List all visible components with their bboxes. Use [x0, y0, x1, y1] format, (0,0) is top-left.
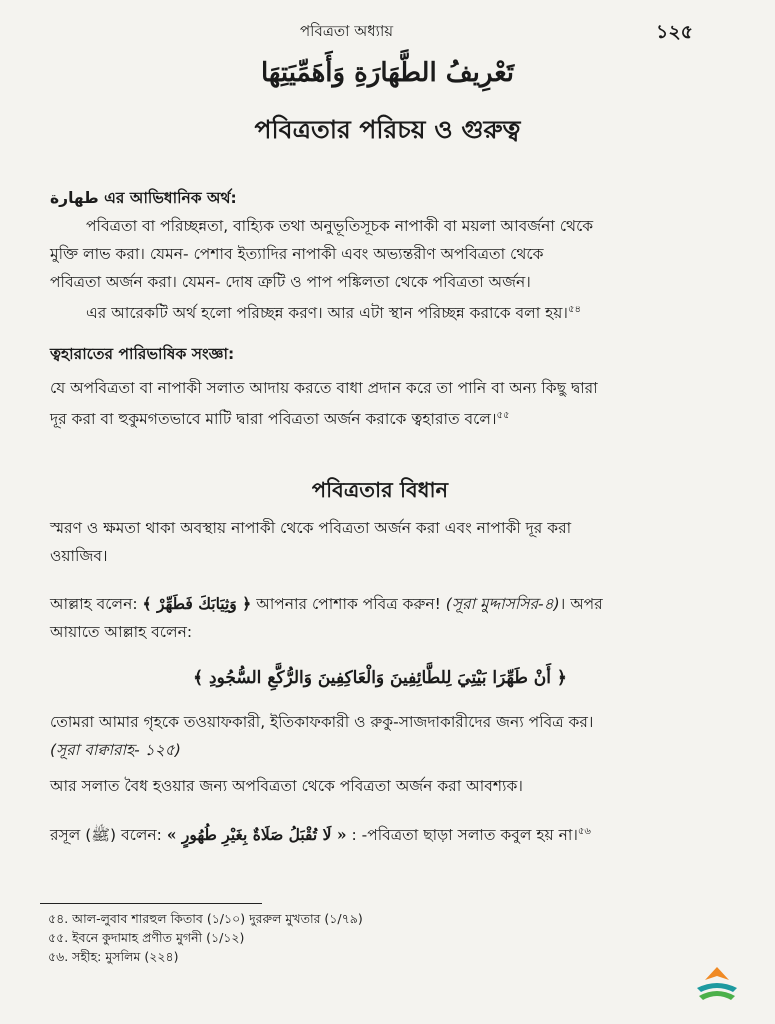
- salat-line: আর সলাত বৈধ হওয়ার জন্য অপবিত্রতা থেকে পবিত্রতা অর্জন করা আবশ্যক।: [50, 777, 523, 795]
- technical-heading: ত্বহারাতের পারিভাষিক সংজ্ঞা:: [50, 345, 235, 363]
- hadith-line: [50, 818, 710, 849]
- footnote-ref-56[interactable]: ৫৬: [577, 826, 591, 837]
- lexical-line-1: পবিত্রতা বা পরিচ্ছন্নতা, বাহ্যিক তথা অনুভূতিসূচক নাপাকী বা ময়লা আবর্জনা থেকে: [86, 217, 594, 235]
- footnote-divider: [40, 903, 262, 904]
- footnote-54: ৫৪. আল-লুবাব শারহুল কিতাব (১/১০) দুররুল মুখতার (১/৭৯): [48, 911, 363, 926]
- verse-1-line: [50, 590, 710, 618]
- lexical-line-3: পবিত্রতা অর্জন করা। যেমন- দোষ ত্রুটি ও পাপ পঙ্কিলতা থেকে পবিত্রতা অর্জন।: [50, 273, 531, 291]
- lexical-section: [50, 184, 710, 327]
- footnote-56: ৫৬. সহীহ: মুসলিম (২২৪): [48, 949, 179, 964]
- lexical-heading: طهارة এর আভিধানিক অর্থ:: [50, 189, 237, 207]
- chapter-title: পবিত্রতার পরিচয় ও গুরুত্ব: [254, 115, 521, 144]
- technical-line-2-text: দূর করা বা হুকুমগতভাবে মাটি দ্বারা পবিত্রতা অর্জন করাকে ত্বহারাত বলে।: [50, 410, 497, 429]
- ruling-line-1: স্মরণ ও ক্ষমতা থাকা অবস্থায় নাপাকী থেকে পবিত্রতা অর্জন করা এবং নাপাকী দূর করা: [50, 519, 572, 537]
- verse-2-translation: তোমরা আমার গৃহকে তওয়াফকারী, ইতিকাফকারী ও রুকু-সাজদাকারীদের জন্য পবিত্র কর।: [50, 713, 594, 731]
- rasul-says-label: রসূল (ﷺ) বলেন:: [50, 826, 162, 845]
- footnote-55: ৫৫. ইবনে কুদামাহ প্রণীত মুগনী (১/১২): [48, 930, 245, 945]
- allah-says-label: আল্লাহ বলেন:: [50, 595, 138, 613]
- verse-1-arabic: ﴿ وَثِيَابَكَ فَطَهِّرْ ﴾: [142, 594, 252, 613]
- hadith-translation: : -পবিত্রতা ছাড়া সলাত কবুল হয় না।: [351, 826, 578, 845]
- hadith-arabic: « لَا تُقْبَلُ صَلَاةٌ بِغَيْرِ طُهُورٍ »: [166, 825, 347, 845]
- lexical-line-2: মুক্তি লাভ করা। যেমন- পেশাব ইত্যাদির নাপাকী এবং অভ্যন্তরীণ অপবিত্রতা থেকে: [50, 245, 544, 263]
- verse-2-source: (সূরা বাক্বারাহ- ১২৫): [50, 741, 181, 759]
- footnote-ref-55[interactable]: ৫৫: [496, 410, 510, 421]
- ruling-line-2: ওয়াজিব।: [50, 547, 108, 565]
- verse-1-block: [50, 590, 710, 646]
- ruling-heading: পবিত্রতার বিধান: [311, 478, 449, 502]
- lexical-paragraph-2: [50, 296, 710, 327]
- publisher-logo-icon: [693, 964, 741, 1004]
- running-header: পবিত্রতা অধ্যায়: [300, 22, 394, 40]
- technical-line-2: [50, 402, 710, 433]
- other-verse-line: আয়াতে আল্লাহ বলেন:: [50, 623, 193, 641]
- verse-2-arabic-block: [50, 664, 710, 692]
- lexical-p2-text: এর আরেকটি অর্থ হলো পরিচ্ছন্ন করণ। আর এটা স্থান পরিচ্ছন্ন করাকে বলা হয়।: [86, 304, 568, 323]
- verse-2-arabic: ﴿ أَنْ طَهِّرَا بَيْتِيَ لِلطَّائِفِينَ وَالْعَاكِفِينَ وَالرُّكَّعِ السُّجُودِ ﴾: [193, 668, 567, 688]
- verse-1-tail: । অপর: [559, 595, 603, 613]
- footnote-ref-54[interactable]: ৫৪: [567, 304, 581, 315]
- verse-1-translation: আপনার পোশাক পবিত্র করুন!: [256, 595, 441, 613]
- verse-1-source: (সূরা মুদ্দাসসির-৪): [445, 595, 560, 613]
- arabic-chapter-title: تَعْرِيفُ الطَّهَارَةِ وَأَهَمِّيَتِهَا: [260, 58, 515, 88]
- technical-section: [50, 340, 710, 433]
- ruling-intro: [50, 514, 710, 570]
- technical-line-1: যে অপবিত্রতা বা নাপাকী সলাত আদায় করতে বাধা প্রদান করে তা পানি বা অন্য কিছু দ্বারা: [50, 379, 598, 397]
- page-number: ১২৫: [655, 21, 693, 43]
- verse-2-translation-block: [50, 708, 710, 764]
